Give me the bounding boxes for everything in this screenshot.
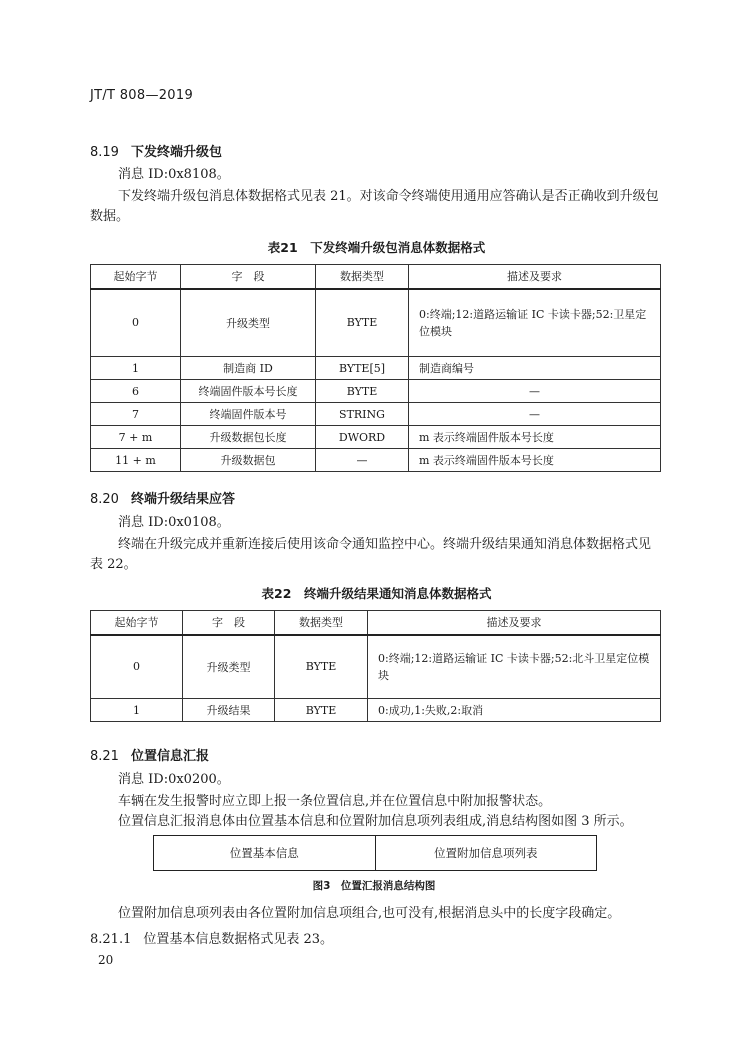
cell-field: 制造商 ID: [181, 357, 316, 380]
cell-data-type: BYTE: [316, 380, 409, 403]
cell-description: 0:成功,1:失败,2:取消: [368, 699, 661, 722]
figure-caption: 图3 位置汇报消息结构图: [312, 880, 436, 892]
section-number: 8.19: [90, 145, 119, 160]
section-heading-8-21-1: [90, 928, 333, 947]
section-text: 位置基本信息数据格式见表 23。: [143, 932, 334, 947]
cell-field: 升级数据包: [181, 449, 316, 472]
table-row: [91, 426, 661, 449]
cell-start-byte: 7: [91, 403, 181, 426]
table-22: [90, 610, 661, 722]
table-row: [91, 380, 661, 403]
table-header-row: [91, 611, 661, 635]
table-header-row: [91, 265, 661, 289]
section-description: 下发终端升级包消息体数据格式见表 21。对该命令终端使用通用应答确认是否正确收到升级包数据。: [90, 189, 659, 224]
cell-field: 终端固件版本号长度: [181, 380, 316, 403]
section-heading-8-21: [90, 745, 209, 764]
message-id-line: 消息 ID:0x0200。: [118, 772, 230, 787]
table-caption: 表22 终端升级结果通知消息体数据格式: [261, 586, 492, 601]
cell-description: m 表示终端固件版本号长度: [409, 426, 661, 449]
standard-id: JT/T 808—2019: [90, 88, 194, 103]
table-21: [90, 264, 661, 472]
cell-description: —: [409, 380, 661, 403]
cell-description: m 表示终端固件版本号长度: [409, 449, 661, 472]
column-header: 字 段: [181, 265, 316, 289]
cell-field: 终端固件版本号: [181, 403, 316, 426]
cell-data-type: BYTE: [275, 699, 368, 722]
cell-start-byte: 7 + m: [91, 426, 181, 449]
cell-field: 升级类型: [181, 289, 316, 357]
cell-field: 升级数据包长度: [181, 426, 316, 449]
cell-start-byte: 0: [91, 635, 183, 699]
section-heading-8-20: [90, 488, 235, 507]
section-number: 8.21: [90, 749, 119, 764]
cell-description: 0:终端;12:道路运输证 IC 卡读卡器;52:卫星定位模块: [409, 289, 661, 357]
cell-start-byte: 1: [91, 357, 181, 380]
page-number: 20: [98, 953, 114, 967]
cell-data-type: BYTE[5]: [316, 357, 409, 380]
figure-cell-basic-info: 位置基本信息: [229, 846, 299, 860]
table-row: [91, 403, 661, 426]
table-row: [91, 357, 661, 380]
table-caption: 表21 下发终端升级包消息体数据格式: [267, 240, 486, 255]
table-row: [91, 449, 661, 472]
cell-description: 0:终端;12:道路运输证 IC 卡读卡器;52:北斗卫星定位模块: [368, 635, 661, 699]
column-header: 描述及要求: [368, 611, 661, 635]
cell-description: 制造商编号: [409, 357, 661, 380]
column-header: 起始字节: [91, 611, 183, 635]
paragraph-additional-list: 位置附加信息项列表由各位置附加信息项组合,也可没有,根据消息头中的长度字段确定。: [118, 906, 621, 921]
paragraph-alarm: 车辆在发生报警时应立即上报一条位置信息,并在位置信息中附加报警状态。: [118, 794, 552, 809]
column-header: 起始字节: [91, 265, 181, 289]
figure-3-structure: [153, 835, 597, 871]
section-number: 8.20: [90, 492, 119, 507]
cell-start-byte: 6: [91, 380, 181, 403]
cell-data-type: BYTE: [316, 289, 409, 357]
column-header: 数据类型: [316, 265, 409, 289]
cell-field: 升级结果: [183, 699, 275, 722]
message-id-line: 消息 ID:0x0108。: [118, 515, 230, 530]
column-header: 字 段: [183, 611, 275, 635]
cell-data-type: STRING: [316, 403, 409, 426]
section-title: 位置信息汇报: [130, 749, 209, 764]
cell-field: 升级类型: [183, 635, 275, 699]
section-title: 终端升级结果应答: [130, 492, 235, 507]
column-header: 数据类型: [275, 611, 368, 635]
cell-data-type: BYTE: [275, 635, 368, 699]
message-id-line: 消息 ID:0x8108。: [118, 167, 230, 182]
cell-start-byte: 0: [91, 289, 181, 357]
section-number: 8.21.1: [90, 932, 132, 947]
paragraph-structure: 位置信息汇报消息体由位置基本信息和位置附加信息项列表组成,消息结构图如图 3 所示。: [118, 814, 633, 829]
column-header: 描述及要求: [409, 265, 661, 289]
cell-start-byte: 1: [91, 699, 183, 722]
table-row: [91, 635, 661, 699]
figure-cell-additional-list: 位置附加信息项列表: [375, 836, 597, 870]
cell-data-type: DWORD: [316, 426, 409, 449]
section-description: 终端在升级完成并重新连接后使用该命令通知监控中心。终端升级结果通知消息体数据格式见表 22。: [90, 537, 652, 572]
table-row: [91, 289, 661, 357]
cell-description: —: [409, 403, 661, 426]
cell-start-byte: 11 + m: [91, 449, 181, 472]
section-title: 下发终端升级包: [130, 145, 222, 160]
section-heading-8-19: [90, 141, 222, 160]
cell-data-type: —: [316, 449, 409, 472]
table-row: [91, 699, 661, 722]
